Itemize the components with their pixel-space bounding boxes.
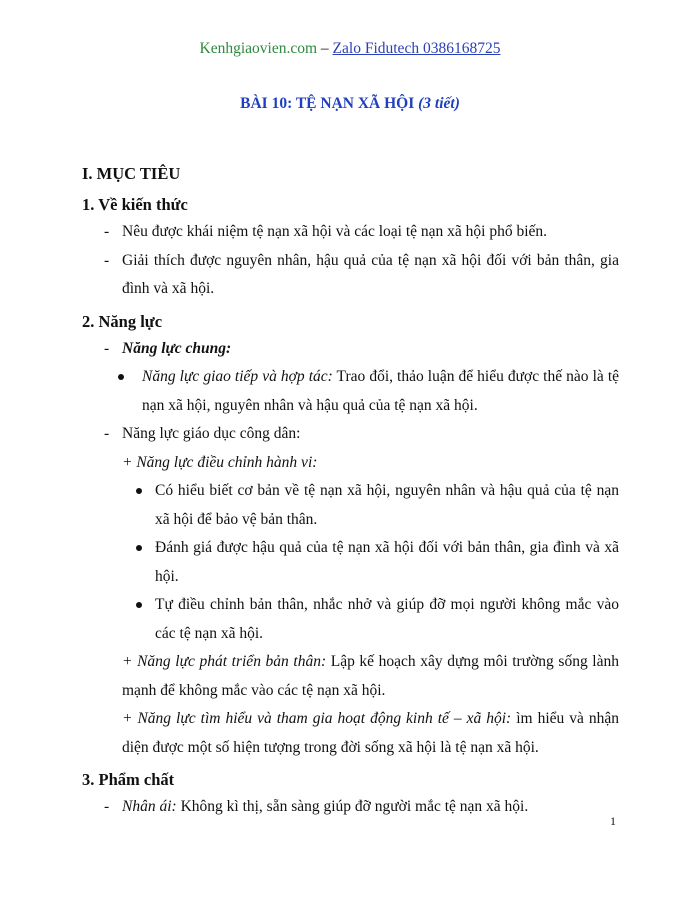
communication-text: Trao đổi, thảo luận để hiểu được thế nào là tệ nạn xã hội, nguyên nhân và hậu quả của tệ nạn xã hội. <box>142 368 620 414</box>
section-objectives-heading: I. MỤC TIÊU <box>82 164 181 183</box>
general-competence-label: Năng lực chung: <box>122 339 232 357</box>
document-body <box>82 160 619 822</box>
page-header <box>0 40 700 58</box>
bullet-marker <box>118 374 124 380</box>
dash-marker: - <box>104 425 110 442</box>
bullet-marker <box>136 602 142 608</box>
dash-marker: - <box>104 251 110 269</box>
list-item <box>82 335 619 364</box>
header-separator: – <box>317 40 333 57</box>
dash-marker: - <box>104 223 110 240</box>
page-number: 1 <box>610 814 616 828</box>
knowledge-heading: 1. Về kiến thức <box>82 195 188 214</box>
knowledge-item-1: Nêu được khái niệm tệ nạn xã hội và các loại tệ nạn xã hội phổ biến. <box>122 223 548 240</box>
lesson-title-duration: (3 tiết) <box>418 95 460 112</box>
adjust-item-3: Tự điều chỉnh bản thân, nhắc nhở và giúp đỡ mọi người không mắc vào các tệ nạn xã hội. <box>155 596 619 642</box>
header-zalo-link[interactable]: Zalo Fidutech 0386168725 <box>332 40 501 57</box>
list-item <box>82 534 619 591</box>
lesson-title-main: BÀI 10: TỆ NẠN XÃ HỘI <box>240 95 419 112</box>
competence-heading: 2. Năng lực <box>82 311 163 331</box>
list-item <box>82 591 619 648</box>
qualities-heading: 3. Phẩm chất <box>82 770 175 789</box>
bullet-marker <box>136 488 142 494</box>
adjust-behavior-label: + Năng lực điều chỉnh hành vi: <box>122 453 318 471</box>
self-development-label: + Năng lực phát triển bản thân: <box>122 653 327 670</box>
socio-economic-text: ìm hiểu và nhận diện được một số hiện tượng trong đời sống xã hội là tệ nạn xã hội. <box>122 710 619 756</box>
adjust-item-1: Có hiểu biết cơ bản về tệ nạn xã hội, nguyên nhân và hậu quả của tệ nạn xã hội để bảo vệ bản thân. <box>155 482 619 528</box>
civic-competence-label: Năng lực giáo dục công dân: <box>122 425 301 442</box>
dash-marker: - <box>104 798 110 815</box>
self-development-text: Lập kế hoạch xây dựng môi trường sống lành mạnh để không mắc vào các tệ nạn xã hội. <box>122 653 619 699</box>
compassion-label: Nhân ái: <box>122 798 177 815</box>
communication-label: Năng lực giao tiếp và hợp tác: <box>142 368 333 385</box>
knowledge-item-2: Giải thích được nguyên nhân, hậu quả của tệ nạn xã hội đối với bản thân, gia đình và xã hội. <box>122 251 619 297</box>
adjust-item-2: Đánh giá được hậu quả của tệ nạn xã hội đối với bản thân, gia đình và xã hội. <box>155 539 619 585</box>
compassion-text: Không kì thị, sẵn sàng giúp đỡ người mắc tệ nạn xã hội. <box>176 798 529 815</box>
lesson-title <box>0 95 700 113</box>
list-item <box>82 793 619 822</box>
list-item <box>82 363 619 420</box>
list-item <box>82 218 619 247</box>
self-development-item <box>82 648 619 705</box>
socio-economic-label: + Năng lực tìm hiểu và tham gia hoạt động kinh tế – xã hội: <box>122 710 512 727</box>
dash-marker: - <box>104 339 110 357</box>
list-item <box>82 420 619 449</box>
socio-economic-item <box>82 705 619 762</box>
bullet-marker <box>136 545 142 551</box>
list-item <box>82 247 619 304</box>
header-site: Kenhgiaovien.com <box>199 40 318 57</box>
list-item <box>82 477 619 534</box>
